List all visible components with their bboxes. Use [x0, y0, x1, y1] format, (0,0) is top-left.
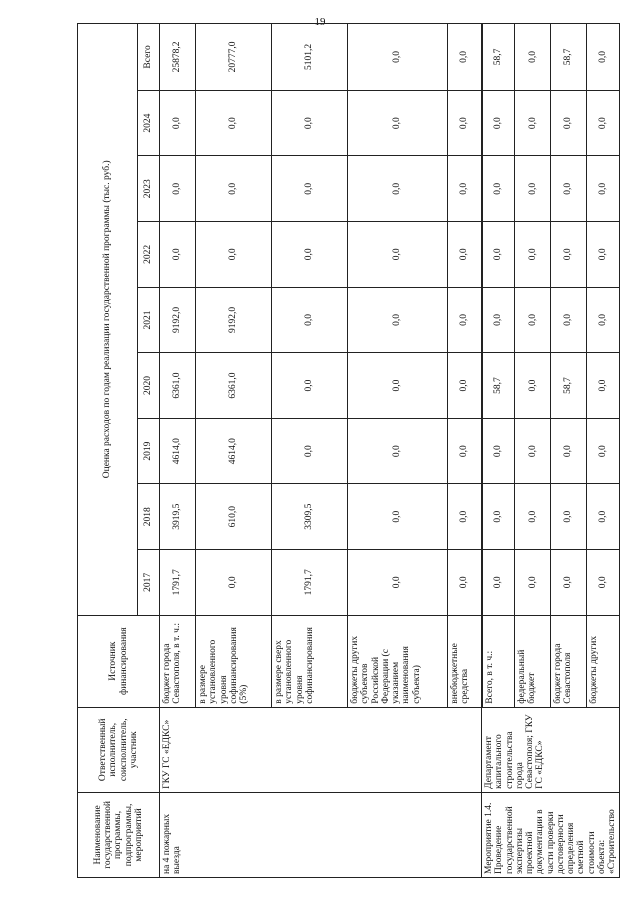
header-year: 2017: [138, 550, 160, 616]
value-cell: 0,0: [587, 287, 620, 353]
value-cell: 0,0: [587, 90, 620, 156]
total-cell: 0,0: [448, 24, 482, 91]
value-cell: 0,0: [272, 90, 348, 156]
header-year: 2021: [138, 287, 160, 353]
value-cell: 0,0: [551, 90, 587, 156]
value-cell: 0,0: [272, 418, 348, 484]
value-cell: 0,0: [348, 418, 448, 484]
value-cell: 0,0: [448, 222, 482, 288]
value-cell: 0,0: [448, 156, 482, 222]
value-cell: 6361,0: [196, 353, 272, 419]
value-cell: 0,0: [272, 353, 348, 419]
header-source: Источник финансирования: [78, 615, 160, 707]
value-cell: 0,0: [551, 550, 587, 616]
value-cell: 0,0: [482, 484, 515, 550]
header-year: 2019: [138, 418, 160, 484]
value-cell: 4614,0: [196, 418, 272, 484]
source-cell: Всего, в т. ч.:: [482, 615, 515, 707]
header-name: Наименование государственной программы, подпрограммы, мероприятий: [78, 792, 160, 877]
value-cell: 0,0: [196, 156, 272, 222]
source-cell: в размере установленного уровня софинансирования (5%): [196, 615, 272, 707]
table-row: [160, 24, 196, 878]
value-cell: 0,0: [160, 222, 196, 288]
budget-table: [77, 23, 620, 878]
program-name-cell: на 4 пожарных выезда: [160, 792, 482, 877]
value-cell: 0,0: [551, 222, 587, 288]
value-cell: 0,0: [587, 156, 620, 222]
value-cell: 0,0: [482, 550, 515, 616]
value-cell: 0,0: [515, 287, 551, 353]
total-cell: 58,7: [551, 24, 587, 91]
value-cell: 0,0: [551, 484, 587, 550]
value-cell: 0,0: [587, 418, 620, 484]
page-number: 19: [314, 16, 326, 28]
value-cell: 3919,5: [160, 484, 196, 550]
executor-cell: Департамент капитального строительства города Севастополя; ГКУ ГС «ЕДКС»: [482, 707, 620, 792]
value-cell: 0,0: [515, 550, 551, 616]
value-cell: 0,0: [448, 353, 482, 419]
value-cell: 0,0: [448, 287, 482, 353]
value-cell: 0,0: [448, 418, 482, 484]
value-cell: 0,0: [348, 550, 448, 616]
value-cell: 0,0: [515, 353, 551, 419]
total-cell: 20777,0: [196, 24, 272, 91]
value-cell: 0,0: [272, 222, 348, 288]
value-cell: 0,0: [515, 484, 551, 550]
value-cell: 0,0: [348, 90, 448, 156]
header-total: Всего: [138, 24, 160, 91]
total-cell: 0,0: [587, 24, 620, 91]
value-cell: 0,0: [587, 353, 620, 419]
value-cell: 0,0: [551, 156, 587, 222]
value-cell: 0,0: [515, 90, 551, 156]
value-cell: 610,0: [196, 484, 272, 550]
value-cell: 9192,0: [160, 287, 196, 353]
value-cell: 0,0: [196, 90, 272, 156]
value-cell: 0,0: [196, 550, 272, 616]
value-cell: 0,0: [515, 418, 551, 484]
value-cell: 0,0: [482, 156, 515, 222]
value-cell: 0,0: [348, 156, 448, 222]
value-cell: 0,0: [348, 222, 448, 288]
rotated-table-container: [77, 23, 617, 878]
value-cell: 0,0: [587, 222, 620, 288]
value-cell: 0,0: [348, 484, 448, 550]
value-cell: 0,0: [482, 287, 515, 353]
value-cell: 0,0: [551, 418, 587, 484]
value-cell: 0,0: [160, 156, 196, 222]
executor-cell: ГКУ ГС «ЕДКС»: [160, 707, 482, 792]
total-cell: 58,7: [482, 24, 515, 91]
header-year: 2023: [138, 156, 160, 222]
value-cell: 0,0: [587, 484, 620, 550]
value-cell: 1791,7: [160, 550, 196, 616]
source-cell: внебюджетные средства: [448, 615, 482, 707]
header-estimate: Оценка расходов по годам реализации государственной программы (тыс. руб.): [78, 24, 138, 616]
header-year: 2024: [138, 90, 160, 156]
value-cell: 58,7: [482, 353, 515, 419]
header-year: 2020: [138, 353, 160, 419]
header-year: 2022: [138, 222, 160, 288]
value-cell: 0,0: [551, 287, 587, 353]
total-cell: 0,0: [348, 24, 448, 91]
source-cell: бюджеты других субъектов Российской Федерации (с указанием наименования субъекта): [348, 615, 448, 707]
value-cell: 0,0: [587, 550, 620, 616]
header-executor: Ответственный исполнитель, соисполнитель, участник: [78, 707, 160, 792]
total-cell: 25878,2: [160, 24, 196, 91]
value-cell: 0,0: [448, 550, 482, 616]
header-year: 2018: [138, 484, 160, 550]
value-cell: 0,0: [515, 222, 551, 288]
value-cell: 0,0: [272, 156, 348, 222]
source-cell: бюджеты других: [587, 615, 620, 707]
value-cell: 0,0: [448, 484, 482, 550]
source-cell: бюджет города Севастополя, в т. ч.:: [160, 615, 196, 707]
value-cell: 3309,5: [272, 484, 348, 550]
table-row: [482, 24, 515, 878]
value-cell: 1791,7: [272, 550, 348, 616]
program-name-cell: Мероприятие 1.4. Проведение государственной экспертизы проектной документации в части проверки достоверности определения сметной стоимости объекта: «Строительство: [482, 792, 620, 877]
value-cell: 0,0: [348, 287, 448, 353]
value-cell: 0,0: [482, 222, 515, 288]
value-cell: 0,0: [272, 287, 348, 353]
total-cell: 5101,2: [272, 24, 348, 91]
value-cell: 58,7: [551, 353, 587, 419]
value-cell: 0,0: [160, 90, 196, 156]
source-cell: в размере сверх установленного уровня софинансирования: [272, 615, 348, 707]
value-cell: 0,0: [348, 353, 448, 419]
source-cell: бюджет города Севастополя: [551, 615, 587, 707]
value-cell: 0,0: [482, 418, 515, 484]
source-cell: федеральный бюджет: [515, 615, 551, 707]
value-cell: 0,0: [196, 222, 272, 288]
value-cell: 6361,0: [160, 353, 196, 419]
value-cell: 4614,0: [160, 418, 196, 484]
value-cell: 0,0: [482, 90, 515, 156]
value-cell: 9192,0: [196, 287, 272, 353]
total-cell: 0,0: [515, 24, 551, 91]
value-cell: 0,0: [515, 156, 551, 222]
value-cell: 0,0: [448, 90, 482, 156]
